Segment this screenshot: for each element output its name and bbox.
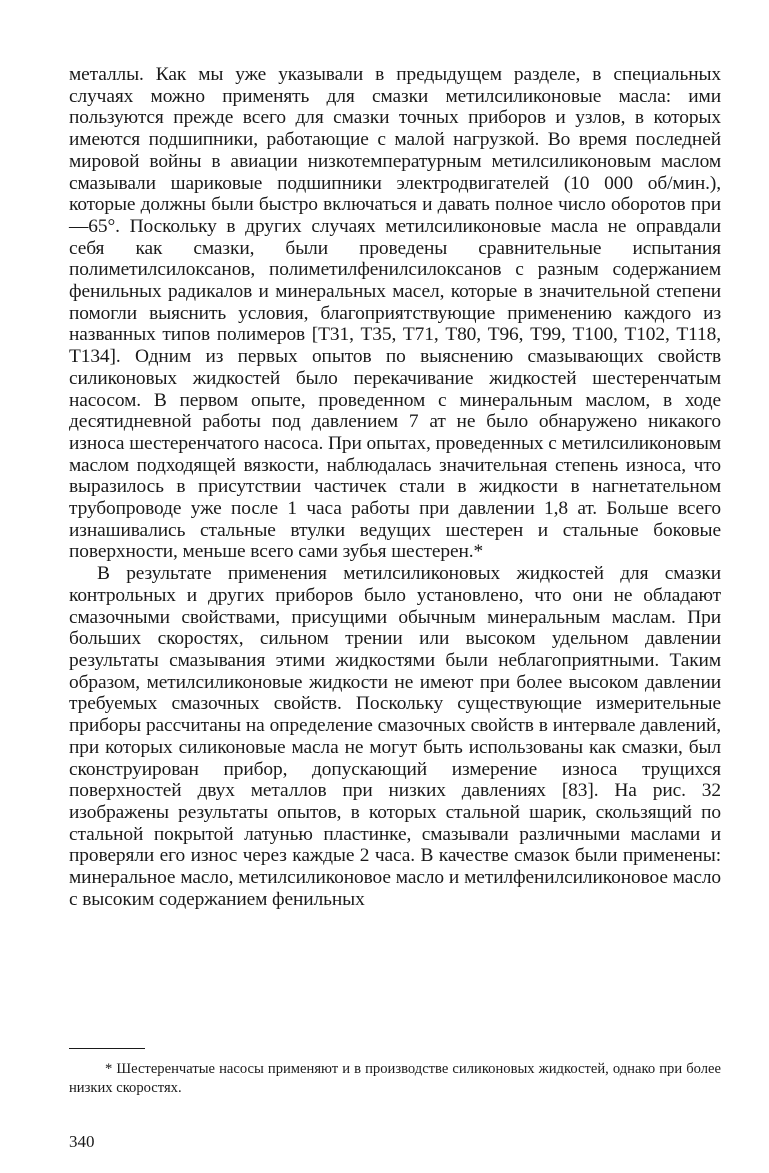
page-number: 340: [69, 1132, 95, 1151]
body-paragraph-2: В результате применения метилсиликоновых жидкостей для смазки контрольных и других приборов было установлено, что они не обладают смазочными свойствами, присущими обычным минеральным маслам. При больших скоростях, сильном трении или высоком удельном давлении результаты смазывания этими жидкостями были неблагоприятными. Таким образом, метилсиликоновые жидкости не имеют при более высоком давлении требуемых смазочных свойств. Поскольку существующие измерительные приборы рассчитаны на определение смазочных свойств в интервале давлений, при которых силиконовые масла не могут быть использованы как смазки, был сконструирован прибор, допускающий измерение износа трущихся поверхностей двух металлов при низких давлениях [83]. На рис. 32 изображены результаты опытов, в которых стальной шарик, скользящий по стальной покрытой латунью пластинке, смазывали различными маслами и проверяли его износ через каждые 2 часа. В качестве смазок были применены: минеральное масло, метилсиликоновое масло и метилфенилсиликоновое масло с высоким содержанием фенильных: [69, 563, 721, 910]
page-body: [69, 64, 721, 910]
footnote-divider: [69, 1048, 145, 1049]
body-paragraph-1: металлы. Как мы уже указывали в предыдущем разделе, в специальных случаях можно применять для смазки метилсиликоновые масла: ими пользуются прежде всего для смазки точных приборов и узлов, в которых имеются подшипники, работающие с малой нагрузкой. Во время последней мировой войны в авиации низкотемпературным метилсиликоновым маслом смазывали шариковые подшипники электродвигателей (10 000 об/мин.), которые должны были быстро включаться и давать полное число оборотов при —65°. Поскольку в других случаях метилсиликоновые масла не оправдали себя как смазки, были проведены сравнительные испытания полиметилсилоксанов, полиметилфенилсилоксанов с разным содержанием фенильных радикалов и минеральных масел, которые в значительной степени помогли выяснить условия, благоприятствующие применению каждого из названных типов полимеров [Т31, Т35, Т71, Т80, Т96, Т99, Т100, Т102, Т118, Т134]. Одним из первых опытов по выяснению смазывающих свойств силиконовых жидкостей было перекачивание жидкостей шестеренчатым насосом. В первом опыте, проведенном с минеральным маслом, в ходе десятидневной работы под давлением 7 ат не было обнаружено никакого износа шестеренчатого насоса. При опытах, проведенных с метилсиликоновым маслом подходящей вязкости, наблюдалась значительная степень износа, что выразилось в присутствии частичек стали в жидкости в нагнетательном трубопроводе уже после 1 часа работы при давлении 1,8 ат. Больше всего изнашивались стальные втулки ведущих шестерен и стальные боковые поверхности, меньше всего сами зубья шестерен.*: [69, 64, 722, 563]
footnote: * Шестеренчатые насосы применяют и в производстве силиконовых жидкостей, однако при более низких скоростях.: [69, 1061, 721, 1096]
